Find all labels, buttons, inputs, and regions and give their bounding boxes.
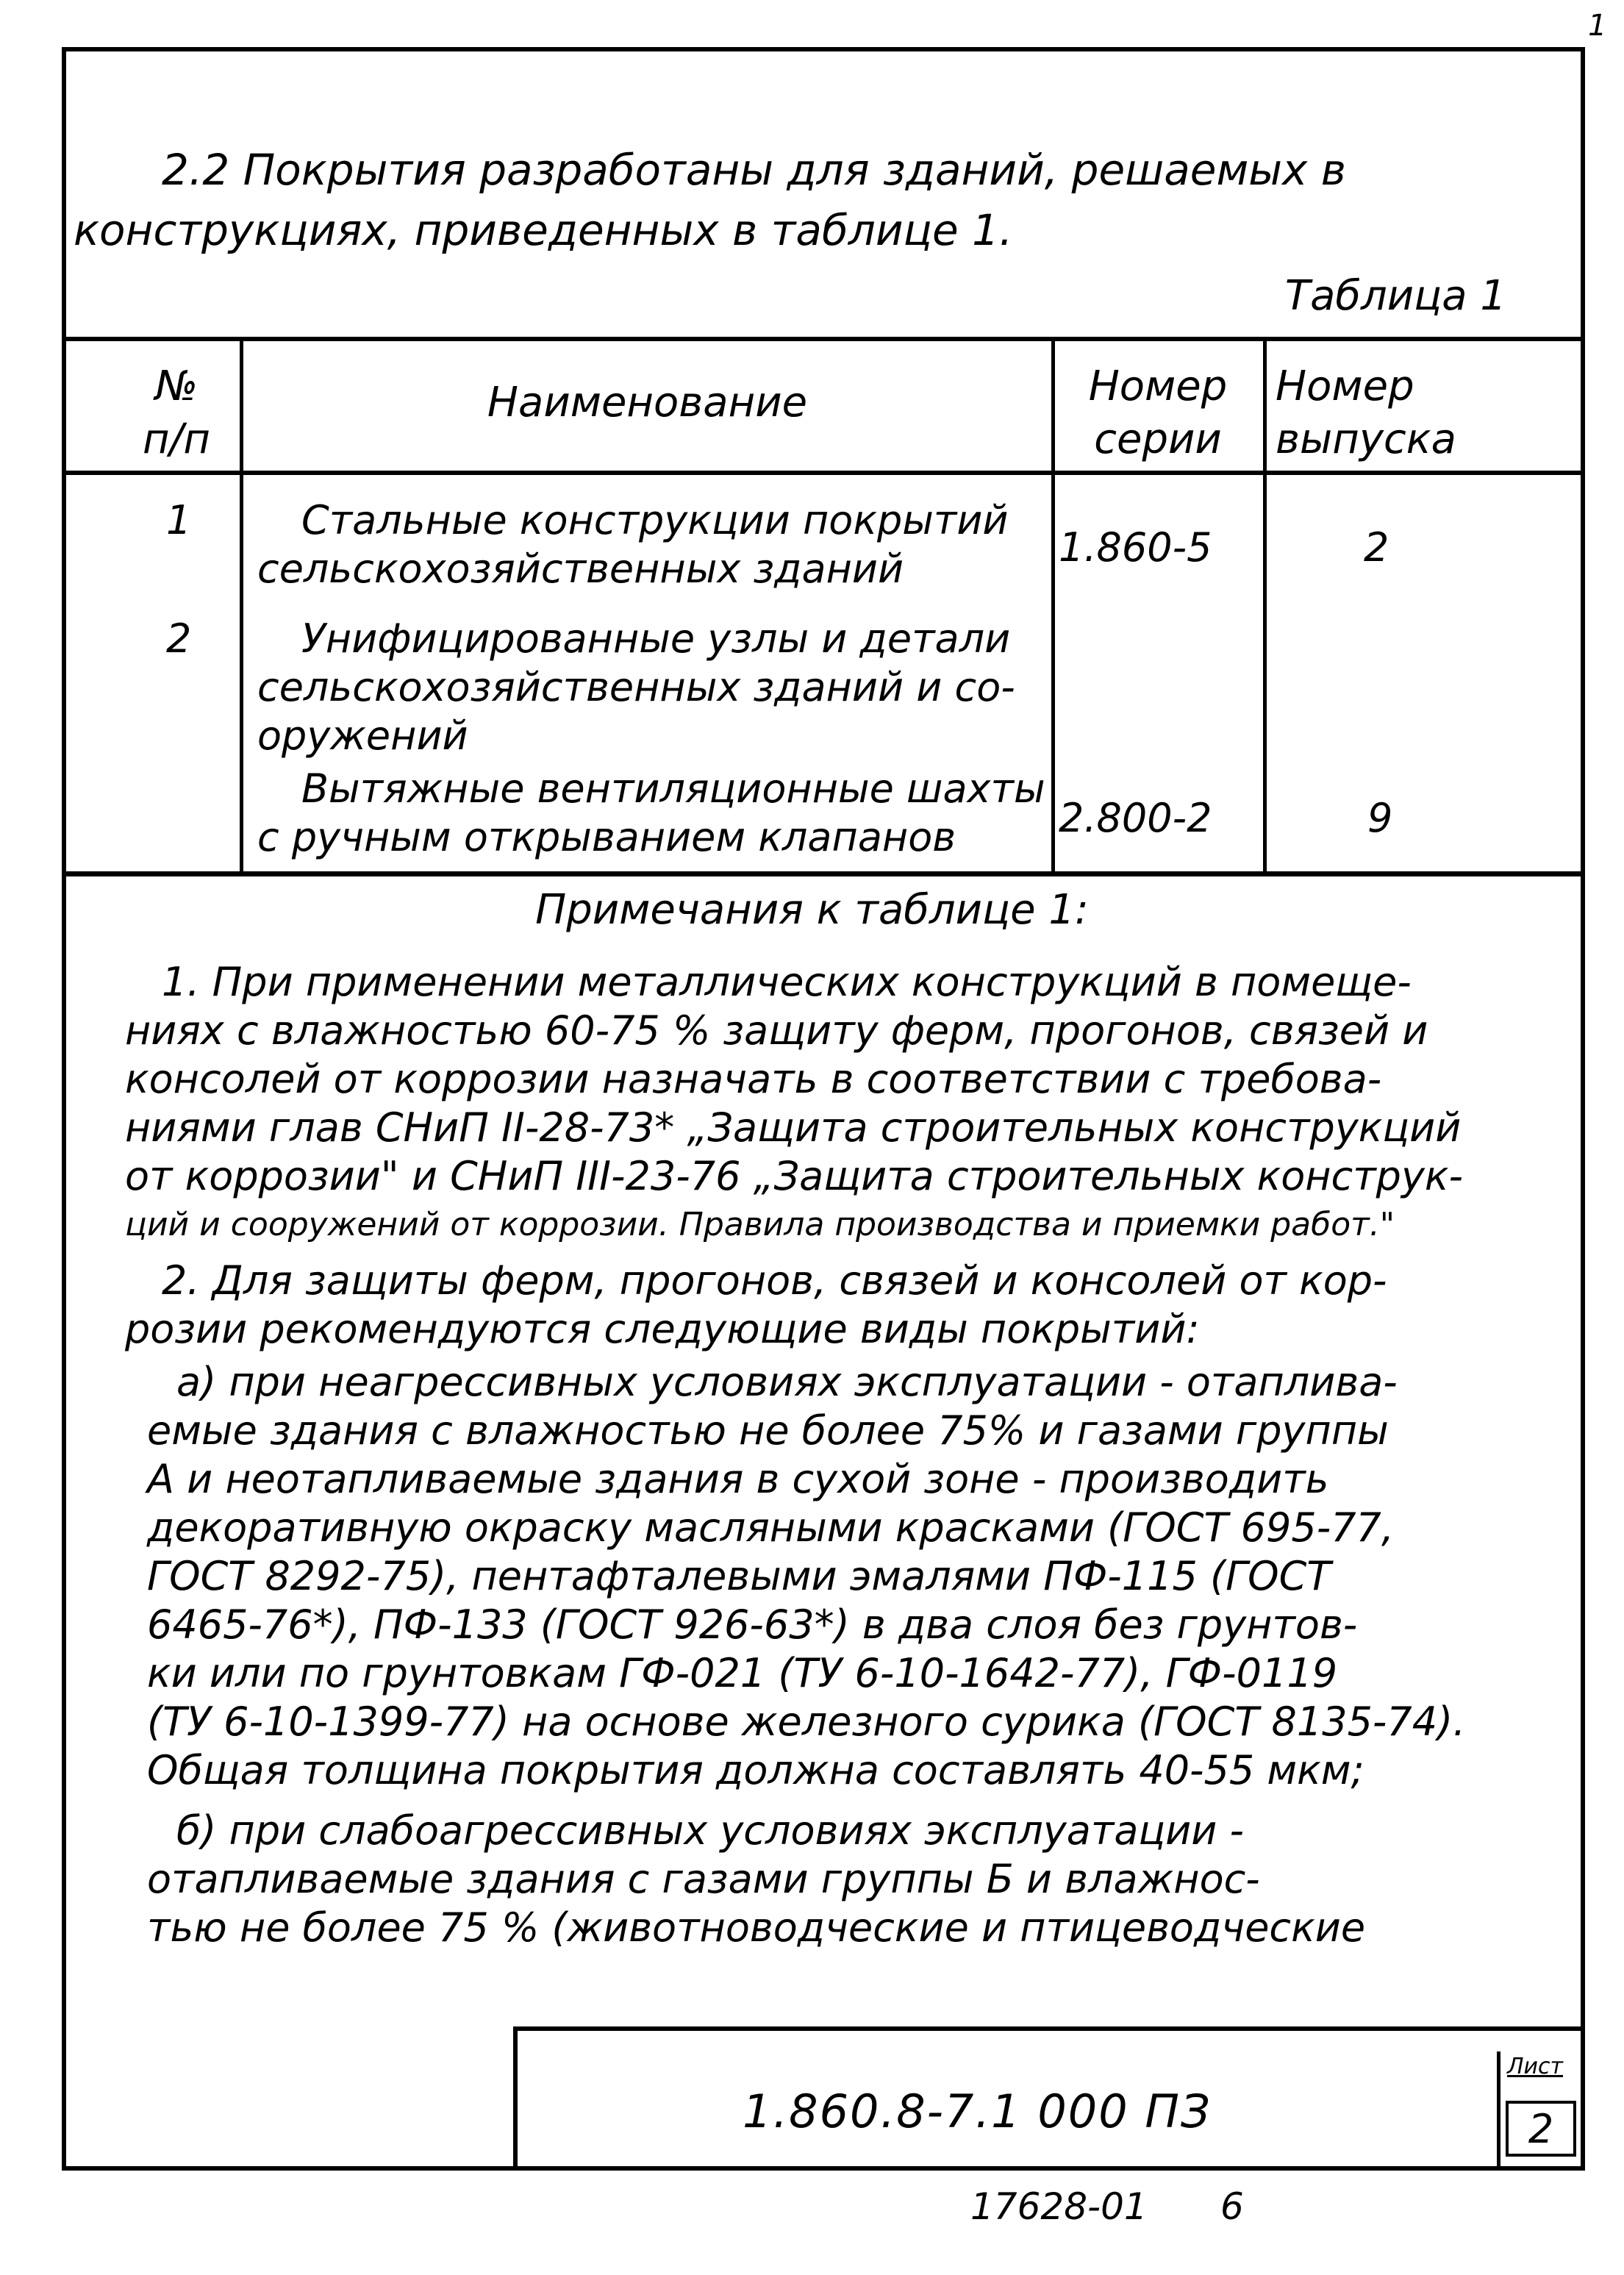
row-1-name-line-2: сельскохозяйственных зданий	[257, 546, 904, 592]
notes-line: ниями глав СНиП II-28-73* „Защита строительных конструкций	[125, 1104, 1462, 1151]
notes-line: Общая толщина покрытия должна составлять 40-55 мкм;	[147, 1747, 1364, 1793]
notes-line: (ТУ 6-10-1399-77) на основе железного сурика (ГОСТ 8135-74).	[147, 1699, 1466, 1745]
row-2-num: 2	[166, 615, 192, 662]
page-number: 6	[1220, 2185, 1244, 2228]
notes-line: от коррозии" и СНиП III-23-76 „Защита строительных конструк-	[125, 1153, 1464, 1199]
notes-line: ниях с влажностью 60-75 % защиту ферм, прогонов, связей и	[125, 1007, 1428, 1054]
notes-line: декоративную окраску масляными красками (ГОСТ 695-77,	[147, 1504, 1395, 1551]
intro-paragraph	[74, 140, 1507, 260]
header-name: Наименование	[487, 379, 808, 426]
header-issue: Номер выпуска	[1276, 362, 1456, 463]
notes-line: ций и сооружений от коррозии. Правила производства и приемки работ."	[125, 1206, 1395, 1243]
notes-line: консолей от коррозии назначать в соответствии с требова-	[125, 1056, 1382, 1102]
notes-line: 2. Для защиты ферм, прогонов, связей и консолей от кор-	[162, 1257, 1387, 1304]
notes-line: тью не более 75 % (животноводческие и птицеводческие	[147, 1904, 1366, 1951]
document-code: 1.860.8-7.1 000 ПЗ	[743, 2085, 1212, 2138]
row-1-issue: 2	[1364, 524, 1389, 571]
inventory-number: 17628-01	[970, 2185, 1148, 2228]
row-2-series: 2.800-2	[1059, 795, 1212, 841]
notes-title: Примечания к таблице 1:	[535, 886, 1089, 934]
row-2-name-line-3: оружений	[257, 712, 468, 759]
sheet-label: Лист	[1507, 2054, 1564, 2079]
row-2-name-line-5: с ручным открыванием клапанов	[257, 814, 956, 860]
sheet-number: 2	[1506, 2101, 1576, 2157]
intro-line-2: конструкциях, приведенных в таблице 1.	[74, 205, 1013, 255]
notes-line: А и неотапливаемые здания в сухой зоне - производить	[147, 1456, 1329, 1502]
row-1-series: 1.860-5	[1059, 524, 1212, 571]
notes-line: ки или по грунтовкам ГФ-021 (ТУ 6-10-1642-77), ГФ-0119	[147, 1650, 1338, 1696]
table-col-rule-3	[1263, 337, 1267, 872]
table-top-rule	[62, 337, 1585, 341]
header-num: № п/п	[142, 362, 211, 463]
notes-line: отапливаемые здания с газами группы Б и влажнос-	[147, 1856, 1260, 1902]
row-2-issue: 9	[1367, 795, 1393, 841]
notes-line: 1. При применении металлических конструкций в помеще-	[162, 959, 1412, 1005]
row-1-name-line-1: Стальные конструкции покрытий	[301, 497, 1009, 543]
row-2-name-line-4: Вытяжные вентиляционные шахты	[301, 765, 1045, 812]
intro-line-1: 2.2 Покрытия разработаны для зданий, решаемых в	[162, 145, 1346, 195]
notes-line: ГОСТ 8292-75), пентафталевыми эмалями ПФ-115 (ГОСТ	[147, 1553, 1331, 1599]
row-2-name-line-2: сельскохозяйственных зданий и со-	[257, 664, 1015, 710]
row-2-name-line-1: Унифицированные узлы и детали	[301, 615, 1011, 662]
table-bottom-rule	[62, 871, 1585, 876]
notes-line: розии рекомендуются следующие виды покрытий:	[125, 1306, 1200, 1352]
table-caption: Таблица 1	[1284, 272, 1506, 320]
notes-line: а) при неагрессивных условиях эксплуатации - отаплива-	[176, 1359, 1398, 1405]
row-1-num: 1	[166, 497, 192, 543]
corner-mark: 1	[1588, 9, 1607, 43]
notes-line: емые здания с влажностью не более 75% и газами группы	[147, 1407, 1389, 1454]
notes-line: 6465-76*), ПФ-133 (ГОСТ 926-63*) в два слоя без грунтов-	[147, 1601, 1358, 1648]
notes-line: б) при слабоагрессивных условиях эксплуатации -	[176, 1807, 1245, 1854]
table-col-rule-2	[1051, 337, 1055, 872]
header-series: Номер серии	[1088, 362, 1228, 463]
table-header-rule	[62, 471, 1585, 475]
